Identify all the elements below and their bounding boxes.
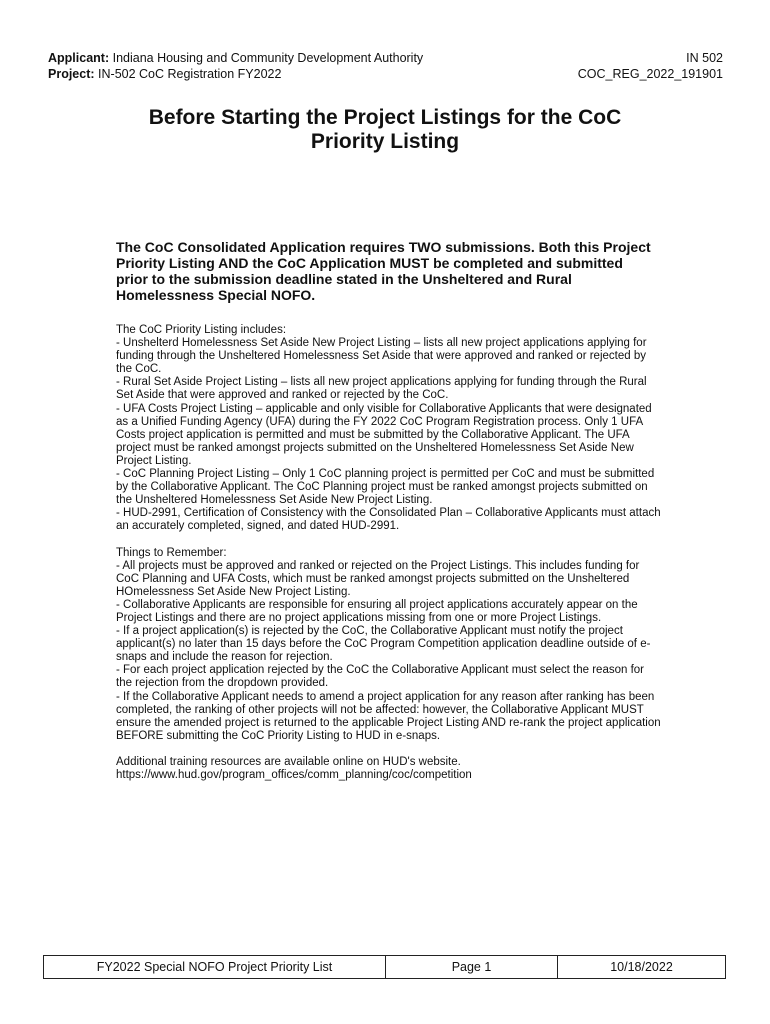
body-line: Things to Remember:: [116, 546, 227, 559]
applicant-label: Applicant:: [48, 51, 110, 65]
body-line: - Unshelterd Homelessness Set Aside New Project Listing – lists all new project applications applying for funding through the Unsheltered Homelessness Set Aside that were approved and ranked or rejected by the CoC.: [116, 337, 647, 376]
training-resources-section: [116, 756, 661, 782]
project-value: IN-502 CoC Registration FY2022: [98, 67, 282, 81]
body-line: - If the Collaborative Applicant needs to amend a project application for any reason after ranking has been completed, the ranking of other projects will not be affected: however, the Collaborative Applicant MUST ensure the amended project is returned to the applicable Project Listing AND re-rank the project application BEFORE submitting the CoC Priority Listing to HUD in e-snaps.: [116, 690, 661, 742]
coc-code: IN 502: [686, 51, 723, 65]
header-right: [578, 50, 723, 82]
things-to-remember-section: [116, 547, 661, 743]
body-line: - Rural Set Aside Project Listing – lists all new project applications applying for funding through the Rural Set Aside that were approved and ranked or rejected by the CoC.: [116, 376, 647, 402]
header-left: [48, 50, 423, 82]
body-line: - UFA Costs Project Listing – applicable and only visible for Collaborative Applicants that were designated as a Unified Funding Agency (UFA) during the FY 2022 CoC Program Registration process. Only 1 UFA Costs project application is permitted and must be submitted by the Collaborative Applicant. The UFA project must be ranked amongst projects submitted on the Unsheltered Homelessness Set Aside New Project Listing.: [116, 402, 652, 467]
page-title: [0, 106, 770, 154]
hud-link[interactable]: https://www.hud.gov/program_offices/comm_planning/coc/competition: [116, 769, 472, 781]
body-line: The CoC Priority Listing includes:: [116, 324, 287, 336]
project-label: Project:: [48, 67, 95, 81]
intro-paragraph: The CoC Consolidated Application requires TWO submissions. Both this Project Priority Listing AND the CoC Application MUST be completed and submitted prior to the submission deadline stated in the Unsheltered and Rural Homelessness Special NOFO.: [116, 239, 651, 303]
body-line: - If a project application(s) is rejected by the CoC, the Collaborative Applicant must notify the project applicant(s) no later than 15 days before the CoC Program Competition application deadline outside of e-snaps and include the reason for rejection.: [116, 625, 651, 664]
footer-date: 10/18/2022: [610, 960, 673, 974]
title-line-2: Priority Listing: [310, 130, 460, 153]
project-line: [48, 66, 423, 82]
body-line: - CoC Planning Project Listing – Only 1 CoC planning project is permitted per CoC and must be submitted by the Collaborative Applicant. The CoC Planning project must be ranked amongst projects submitted on the Unsheltered Homelessness Set Aside New Project Listing.: [116, 468, 655, 507]
registration-id: COC_REG_2022_191901: [577, 67, 723, 81]
footer-page-number: Page 1: [386, 956, 558, 978]
body-text: [116, 324, 661, 782]
applicant-line: [48, 50, 423, 66]
body-line: Additional training resources are available online on HUD's website.: [116, 755, 461, 768]
footer-doc-name: FY2022 Special NOFO Project Priority List: [44, 956, 386, 978]
priority-listing-section: [116, 324, 661, 534]
body-line: - All projects must be approved and ranked or rejected on the Project Listings. This includes funding for CoC Planning and UFA Costs, which must be ranked amongst projects submitted on the Unsheltered HOmelessness Set Aside New Project Listing.: [116, 559, 640, 598]
page-footer: [43, 955, 726, 979]
body-line: - For each project application rejected by the CoC the Collaborative Applicant must select the reason for the rejection from the dropdown provided.: [116, 664, 645, 690]
body-line: - HUD-2991, Certification of Consistency with the Consolidated Plan – Collaborative Applicants must attach an accurately completed, signed, and dated HUD-2991.: [116, 507, 661, 533]
applicant-value: Indiana Housing and Community Development Authority: [112, 51, 424, 65]
body-line: - Collaborative Applicants are responsible for ensuring all project applications accurately appear on the Project Listings and there are no project applications missing from one or more Project Listings.: [116, 598, 638, 624]
title-line-1: Before Starting the Project Listings for the CoC: [148, 106, 622, 129]
